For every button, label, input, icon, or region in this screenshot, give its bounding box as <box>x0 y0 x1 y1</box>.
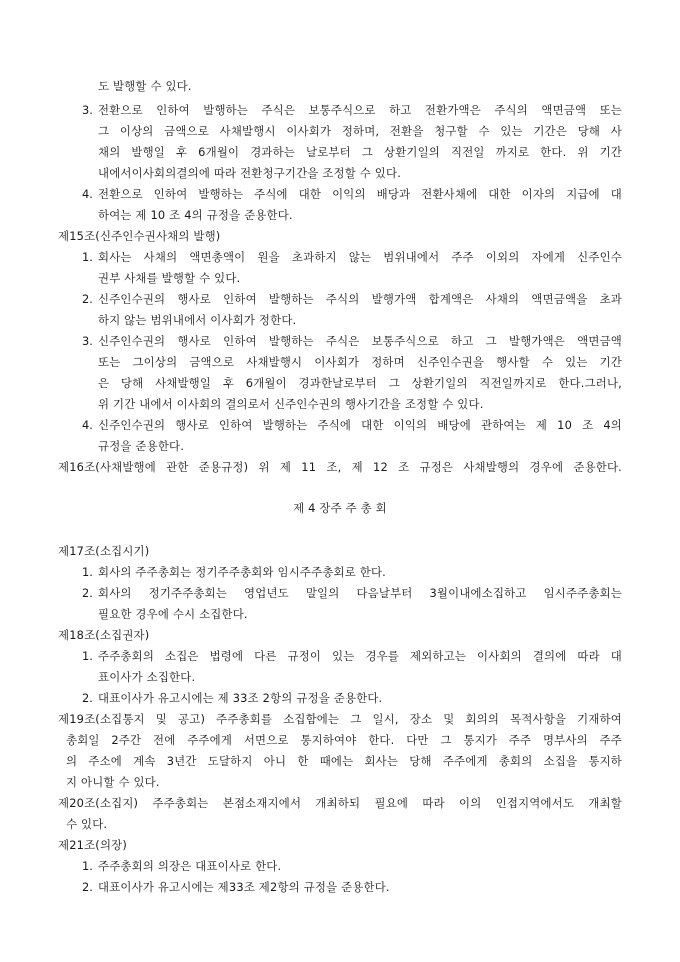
item-number: 2. <box>82 586 93 600</box>
item-text-line: 채의 발행일 후 6개월이 경과하는 날로부터 그 상환기일의 직전일 까지로 한다. 위 기간 <box>98 145 622 159</box>
item-text-line: 신주인수권의 행사로 인하여 발행하는 주식은 보통주식으로 하고 그 발행가액은 액면금액 <box>98 334 622 348</box>
item-text-line: 주주총회의 소집은 법령에 다른 규정이 있는 경우를 제외하고는 이사회의 결의에 따라 대 <box>98 649 622 663</box>
item-text-line: 권부 사채를 발행할 수 있다. <box>98 271 241 285</box>
item-text-line: 표이사가 소집한다. <box>98 670 196 684</box>
item-text-line: 회사의 정기주주총회는 영업년도 말일의 다음날부터 3월이내에소집하고 임시주주총회는 <box>98 586 622 600</box>
article-19-line: 제19조(소집통지 및 공고) 주주총회를 소집함에는 그 일시, 장소 및 회의의 목적사항을 기재하여 <box>58 712 622 726</box>
item-text-line: 또는 그이상의 금액으로 사채발행시 이사회가 정하며 신주인수권을 행사할 수 있는 기간 <box>98 355 622 369</box>
item-number: 4. <box>82 418 93 432</box>
item-text-line: 주주총회의 의장은 대표이사로 한다. <box>98 859 282 873</box>
item-text-line: 신주인수권의 행사로 인하여 발행하는 주식에 대한 이익의 배당에 관하여는 제 10 조 4의 <box>98 418 622 432</box>
article-19-line: 총회일 2주간 전에 주주에게 서면으로 통지하여야 한다. 다만 그 통지가 주주 명부사의 주주 <box>66 733 622 747</box>
article-16: 제16조(사채발행에 관한 준용규정) 위 제 11 조, 제 12 조 규정은 사채발행의 경우에 준용한다. <box>58 460 622 474</box>
item-number: 3. <box>82 334 93 348</box>
item-text-line: 내에서이사회의결의에 따라 전환청구기간을 조정할 수 있다. <box>98 166 402 180</box>
item-text-line: 필요한 경우에 수시 소집한다. <box>98 607 248 621</box>
item-text-line: 대표이사가 유고시에는 제 33조 2항의 규정을 준용한다. <box>98 691 383 705</box>
item-number: 1. <box>82 859 93 873</box>
item-number: 1. <box>82 649 93 663</box>
item-number: 2. <box>82 880 93 894</box>
item-text-line: 전환으로 인하여 발행하는 주식에 대한 이익의 배당과 전환사채에 대한 이자의 지급에 대 <box>98 187 622 201</box>
article-title: 제21조(의장) <box>58 838 127 852</box>
item-text-line: 위 기간 내에서 이사회의 결의로서 신주인수권의 행사기간을 조정할 수 있다. <box>98 397 484 411</box>
item-text-line: 규정을 준용한다. <box>98 439 185 453</box>
continuation-line: 도 발행할 수 있다. <box>98 79 192 93</box>
article-title: 제17조(소집시기) <box>58 544 150 558</box>
item-number: 3. <box>82 103 93 117</box>
article-title: 제18조(소집권자) <box>58 628 150 642</box>
article-20-line: 수 있다. <box>66 817 108 831</box>
item-number: 4. <box>82 187 93 201</box>
item-number: 2. <box>82 691 93 705</box>
item-text-line: 회사는 사채의 액면총액이 원을 초과하지 않는 범위내에서 주주 이외의 자에게 신주인수 <box>98 250 622 264</box>
article-19-line: 지 아니할 수 있다. <box>66 775 160 789</box>
item-text-line: 하여는 제 10 조 4의 규정을 준용한다. <box>98 208 293 222</box>
item-number: 1. <box>82 250 93 264</box>
item-text-line: 은 당해 사채발행일 후 6개월이 경과한날로부터 그 상환기일의 직전일까지로 한다.그러나, <box>98 376 622 390</box>
item-text-line: 전환으로 인하여 발행하는 주식은 보통주식으로 하고 전환가액은 주식의 액면금액 또는 <box>98 103 622 117</box>
item-number: 2. <box>82 292 93 306</box>
item-text-line: 회사의 주주총회는 정기주주총회와 임시주주총회로 한다. <box>98 565 386 579</box>
article-20-line: 제20조(소집지) 주주총회는 본점소재지에서 개최하되 필요에 따라 이의 인접지역에서도 개최할 <box>58 796 622 810</box>
item-text-line: 그 이상의 금액으로 사채발행시 이사회가 정하며, 전환을 청구할 수 있는 기간은 당해 사 <box>98 124 622 138</box>
article-19-line: 의 주소에 계속 3년간 도달하지 아니 한 때에는 회사는 당해 주주에게 총회의 소집을 통지하 <box>66 754 622 768</box>
item-text-line: 하지 않는 범위내에서 이사회가 정한다. <box>98 313 297 327</box>
item-number: 1. <box>82 565 93 579</box>
item-text-line: 신주인수권의 행사로 인하여 발행하는 주식의 발행가액 합계액은 사채의 액면금액을 초과 <box>98 292 622 306</box>
article-title: 제15조(신주인수권사채의 발행) <box>58 229 221 243</box>
chapter-heading: 제 4 장주 주 총 회 <box>293 501 387 515</box>
item-text-line: 대표이사가 유고시에는 제33조 제2항의 규정을 준용한다. <box>98 880 390 894</box>
